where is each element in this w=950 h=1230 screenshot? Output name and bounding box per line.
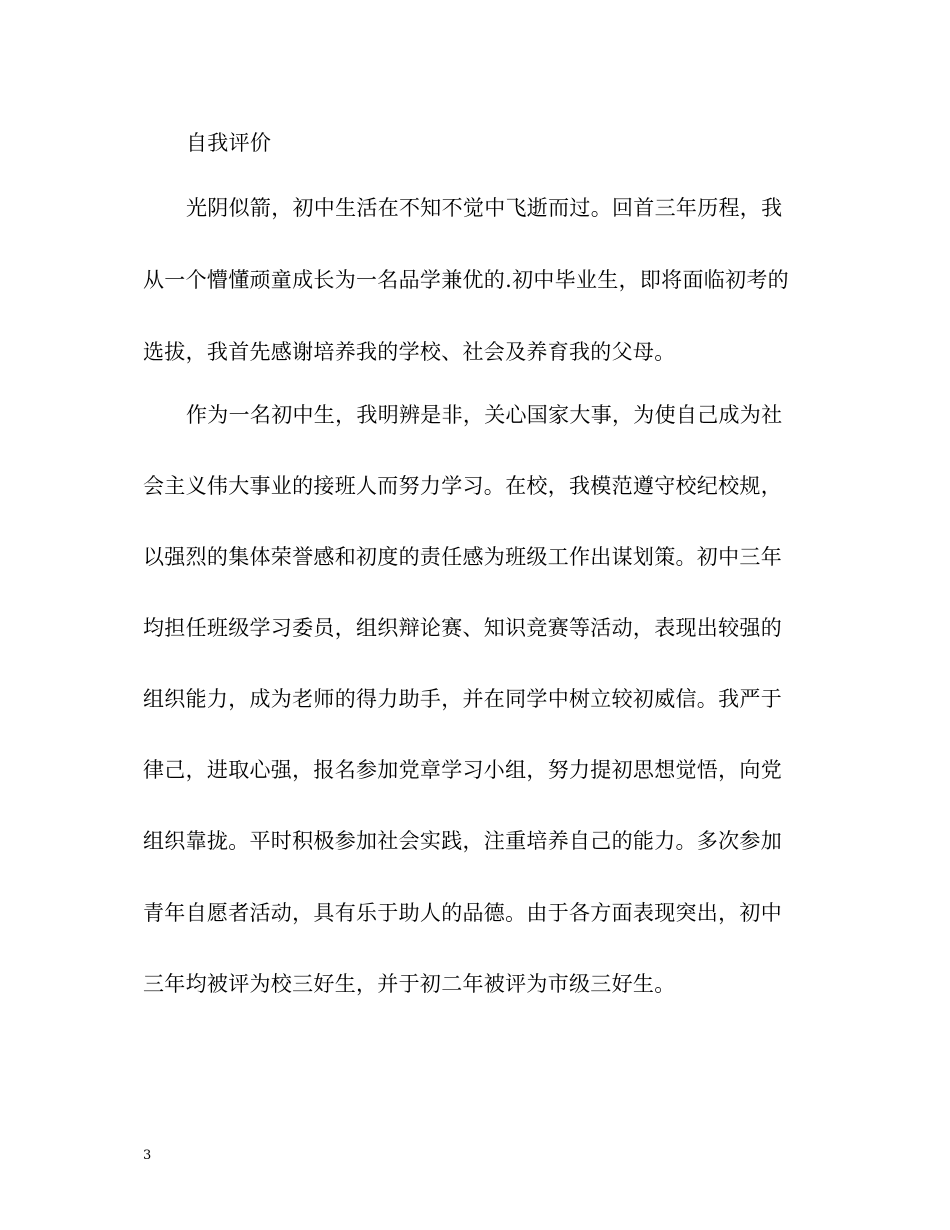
paragraph-2-line-9: 三年均被评为校三好生，并于初二年被评为市级三好生。 [143,972,676,996]
paragraph-2-line-6: 律己，进取心强，报名参加党章学习小组，努力提初思想觉悟，向党 [143,758,782,782]
paragraph-2-line-1: 作为一名初中生，我明辨是非，关心国家大事，为使自己成为社 [186,403,783,427]
paragraph-1-line-2: 从一个懵懂顽童成长为一名品学兼优的.初中毕业生，即将面临初考的 [143,268,789,292]
paragraph-2-line-8: 青年自愿者活动，具有乐于助人的品德。由于各方面表现突出，初中 [143,901,782,925]
paragraph-1-line-3: 选拔，我首先感谢培养我的学校、社会及养育我的父母。 [143,340,676,364]
paragraph-2-line-7: 组织靠拢。平时积极参加社会实践，注重培养自己的能力。多次参加 [143,829,782,853]
paragraph-2-line-2: 会主义伟大事业的接班人而努力学习。在校，我模范遵守校纪校规， [143,474,782,498]
document-title: 自我评价 [186,131,272,155]
paragraph-2-line-5: 组织能力，成为老师的得力助手，并在同学中树立较初威信。我严于 [143,687,782,711]
paragraph-2-line-3: 以强烈的集体荣誉感和初度的责任感为班级工作出谋划策。初中三年 [143,545,782,569]
page-number: 3 [143,1148,152,1163]
paragraph-2-line-4: 均担任班级学习委员，组织辩论赛、知识竞赛等活动，表现出较强的 [143,616,782,640]
paragraph-1-line-1: 光阴似箭，初中生活在不知不觉中飞逝而过。回首三年历程，我 [186,196,783,220]
